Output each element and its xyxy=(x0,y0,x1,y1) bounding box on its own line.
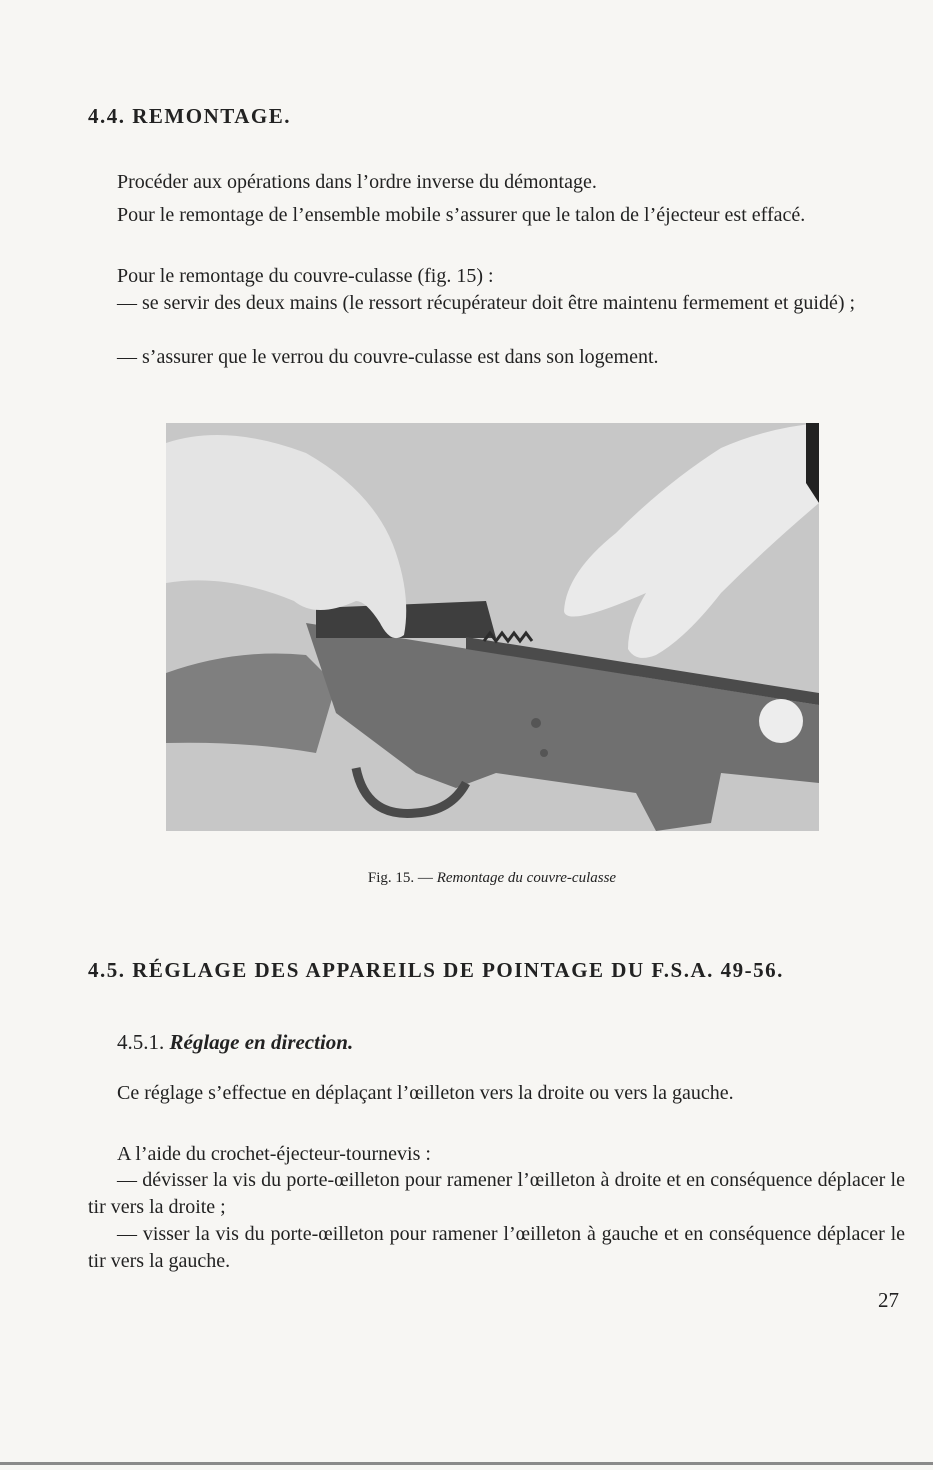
figure-photo-bolt-cover-reassembly xyxy=(166,423,819,831)
list-item-unscrew: — dévisser la vis du porte-œilleton pour ramener l’œilleton à droite et en conséquence déplacer le tir vers la droite ; xyxy=(88,1169,905,1218)
figure-caption xyxy=(166,870,818,887)
subsection-number: 4.5.1. xyxy=(117,1030,170,1054)
paragraph-direction-adjustment: Ce réglage s’effectue en déplaçant l’œilleton vers la droite ou vers la gauche. xyxy=(117,1082,734,1104)
paragraph-ejector-heel: Pour le remontage de l’ensemble mobile s’assurer que le talon de l’éjecteur est effacé. xyxy=(117,204,806,226)
section-heading-4-4: 4.4. REMONTAGE. xyxy=(88,104,291,128)
page-number: 27 xyxy=(878,1288,899,1312)
rifle-hands-illustration xyxy=(166,423,819,831)
subsection-heading-4-5-1 xyxy=(117,1030,897,1055)
list-item-screw: — visser la vis du porte-œilleton pour ramener l’œilleton à gauche et en conséquence déplacer le tir vers la gauche. xyxy=(88,1223,905,1272)
paragraph-bolt-cover-intro: Pour le remontage du couvre-culasse (fig. 15) : xyxy=(117,265,494,287)
page-bottom-edge xyxy=(0,1462,933,1465)
list-item-lock-seated: — s’assurer que le verrou du couvre-culasse est dans son logement. xyxy=(117,346,659,368)
paragraph-tool: A l’aide du crochet-éjecteur-tournevis : xyxy=(117,1143,431,1165)
section-heading-4-5: 4.5. RÉGLAGE DES APPAREILS DE POINTAGE DU F.S.A. 49-56. xyxy=(88,958,784,982)
paragraph-inverse-order: Procéder aux opérations dans l’ordre inverse du démontage. xyxy=(117,171,597,193)
list-item-two-hands: — se servir des deux mains (le ressort récupérateur doit être maintenu fermement et guidé) ; xyxy=(117,292,856,314)
figure-caption-label: Fig. 15. — xyxy=(367,870,437,886)
figure-caption-title: Remontage du couvre-culasse xyxy=(436,870,617,886)
subsection-title: Réglage en direction. xyxy=(169,1030,354,1054)
